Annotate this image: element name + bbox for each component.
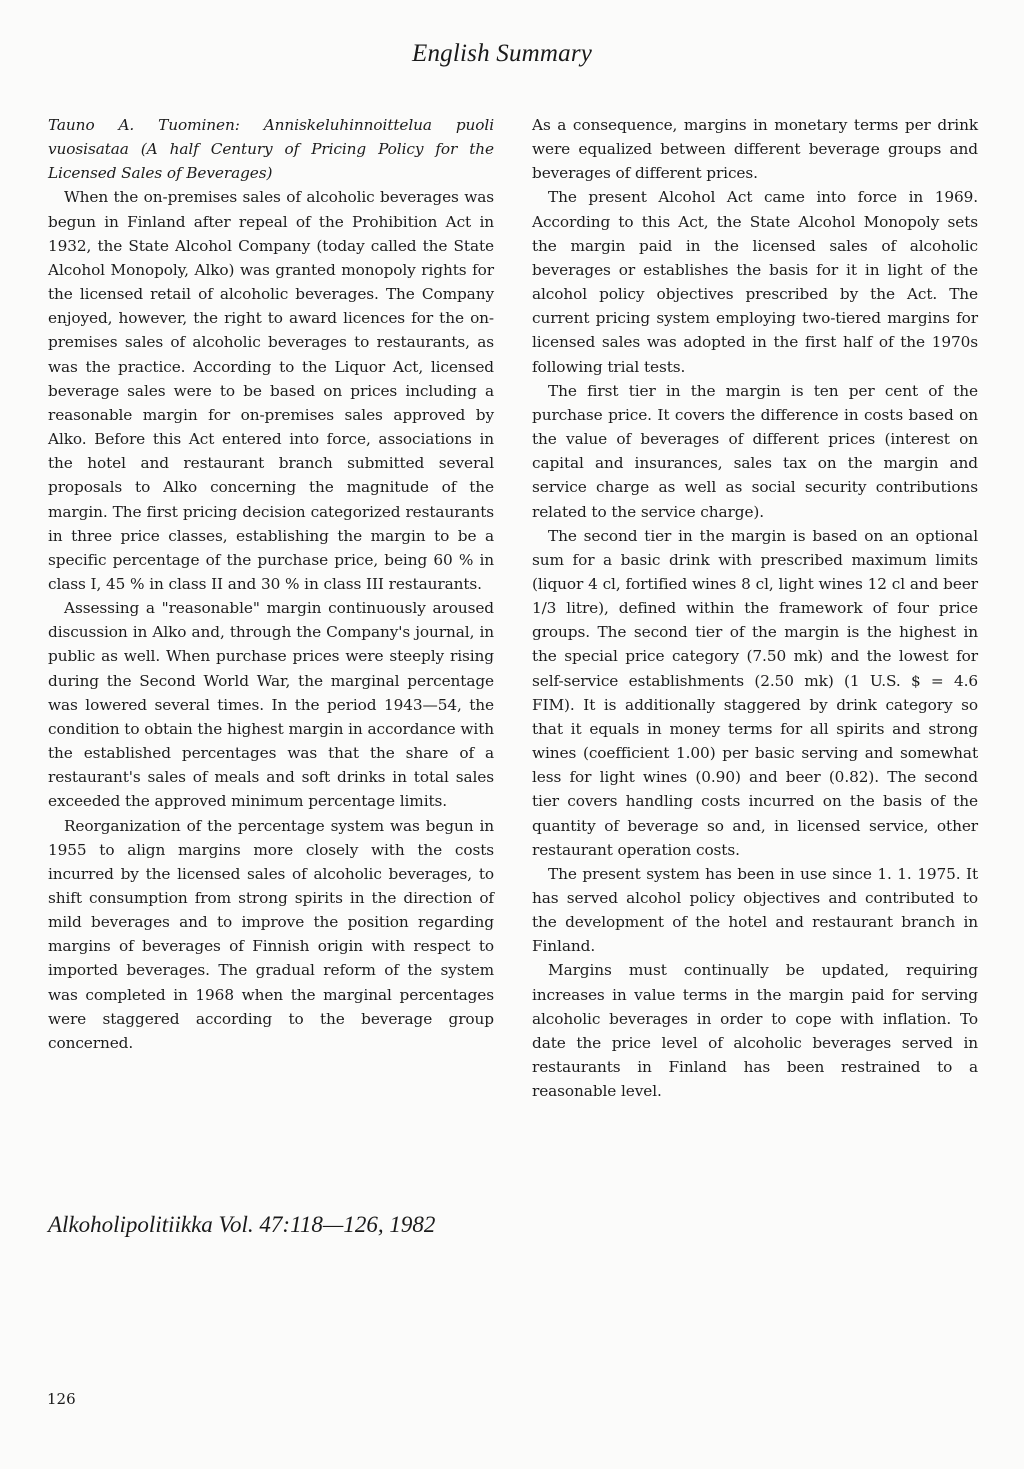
page-header: English Summary (412, 40, 593, 67)
right-column (532, 113, 978, 1103)
page-number: 126 (47, 1390, 76, 1408)
paragraph: The first tier in the margin is ten per cent of the purchase price. It covers the difference in costs based on the value of beverages of different prices (interest on capital and insurances, sales tax on the margin and service charge as well as social security contributions related to the service charge). (532, 381, 978, 521)
paragraph: The second tier in the margin is based on an optional sum for a basic drink with prescribed maximum limits (liquor 4 cl, fortified wines 8 cl, light wines 12 cl and beer 1/3 litre), defined within the framework of four price groups. The second tier of the margin is the highest in the special price category (7.50 mk) and the lowest for self-service establishments (2.50 mk) (1 U.S. $ = 4.6 FIM). It is additionally staggered by drink category so that it equals in money terms for all spirits and strong wines (coefficient 1.00) per basic serving and somewhat less for light wines (0.90) and beer (0.82). The second tier covers handling costs incurred on the basis of the quantity of beverage so and, in licensed service, other restaurant operation costs. (532, 526, 978, 859)
paragraph: The present system has been in use since 1. 1. 1975. It has served alcohol policy objectives and contributed to the development of the hotel and restaurant branch in Finland. (532, 864, 978, 956)
journal-citation: Alkoholipolitiikka Vol. 47:118—126, 1982 (48, 1212, 436, 1237)
left-column (48, 113, 494, 1055)
article-title: Tauno A. Tuominen: Anniskeluhinnoittelua puoli vuosisataa (A half Century of Pricing Policy for the Licensed Sales of Beverages) (48, 116, 494, 183)
paragraph: Assessing a "reasonable" margin continuously aroused discussion in Alko and, through the Company's journal, in public as well. When purchase prices were steeply rising during the Second World War, the marginal percentage was lowered several times. In the period 1943—54, the condition to obtain the highest margin in accordance with the established percentages was that the share of a restaurant's sales of meals and soft drinks in total sales exceeded the approved minimum percentage limits. (48, 599, 494, 811)
paragraph: The present Alcohol Act came into force in 1969. According to this Act, the State Alcohol Monopoly sets the margin paid in the licensed sales of alcoholic beverages or establishes the basis for it in light of the alcohol policy objectives prescribed by the Act. The current pricing system employing two-tiered margins for licensed sales was adopted in the first half of the 1970s following trial tests. (532, 188, 978, 376)
paragraph: Margins must continually be updated, requiring increases in value terms in the margin paid for serving alcoholic beverages in order to cope with inflation. To date the price level of alcoholic beverages served in restaurants in Finland has been restrained to a reasonable level. (532, 961, 978, 1101)
paragraph: As a consequence, margins in monetary terms per drink were equalized between different beverage groups and beverages of different prices. (532, 116, 978, 183)
paragraph: Reorganization of the percentage system was begun in 1955 to align margins more closely with the costs incurred by the licensed sales of alcoholic beverages, to shift consumption from strong spirits in the direction of mild beverages and to improve the position regarding margins of beverages of Finnish origin with respect to imported beverages. The gradual reform of the system was completed in 1968 when the marginal percentages were staggered according to the beverage group concerned. (48, 816, 494, 1052)
paragraph: When the on-premises sales of alcoholic beverages was begun in Finland after repeal of the Prohibition Act in 1932, the State Alcohol Company (today called the State Alcohol Monopoly, Alko) was granted monopoly rights for the licensed retail of alcoholic beverages. The Company enjoyed, however, the right to award licences for the on-premises sales of alcoholic beverages to restaurants, as was the practice. According to the Liquor Act, licensed beverage sales were to be based on prices including a reasonable margin for on-premises sales approved by Alko. Before this Act entered into force, associations in the hotel and restaurant branch submitted several proposals to Alko concerning the magnitude of the margin. The first pricing decision categorized restaurants in three price classes, establishing the margin to be a specific percentage of the purchase price, being 60 % in class I, 45 % in class II and 30 % in class III restaurants. (48, 188, 494, 593)
